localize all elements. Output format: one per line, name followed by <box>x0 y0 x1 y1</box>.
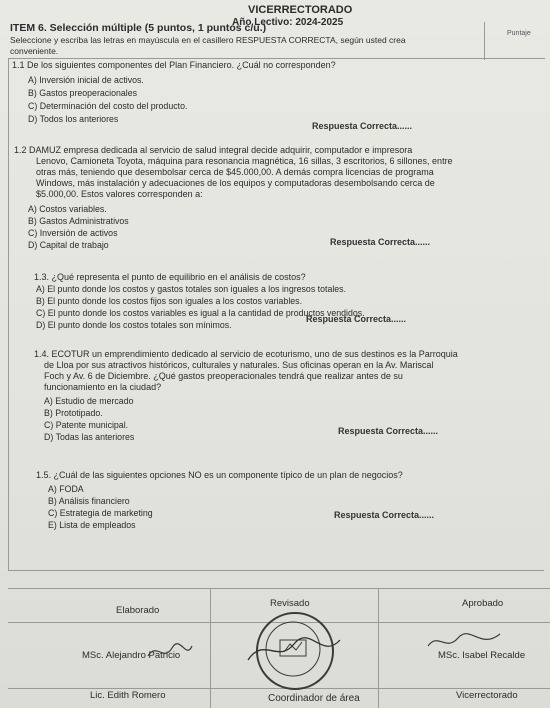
question-2-option-a: A) Costos variables. <box>28 204 107 214</box>
question-4-option-b: B) Prototipado. <box>44 408 103 418</box>
question-5-option-c: C) Estrategia de marketing <box>48 508 153 518</box>
question-5-option-a: A) FODA <box>48 484 84 494</box>
score-label: Puntaje <box>507 30 531 37</box>
question-1-text: 1.1 De los siguientes componentes del Plan Financiero. ¿Cuál no corresponden? <box>12 60 336 70</box>
question-4-option-d: D) Todas las anteriores <box>44 432 135 442</box>
signature-aprobado-role: Vicerrectorado <box>456 690 518 701</box>
signature-elaborado-label: Elaborado <box>116 605 160 616</box>
question-2-line-3: otras más, teniendo que desembolsar cerca de $45.000,00. A demás compra licencias de programa <box>36 167 434 177</box>
question-2-line-5: $5.000,00. Estos valores corresponden a: <box>36 189 203 199</box>
question-3-text: 1.3. ¿Qué representa el punto de equilibrio en el análisis de costos? <box>34 272 306 282</box>
question-5-text: 1.5. ¿Cuál de las siguientes opciones NO es un componente típico de un plan de negocios? <box>36 470 403 480</box>
question-4-option-c: C) Patente municipal. <box>44 420 129 430</box>
question-4-line-1: 1.4. ECOTUR un emprendimiento dedicado al servicio de ecoturismo, uno de sus destinos es la Parroquia <box>34 349 458 359</box>
school-year: Año Lectivo: 2024-2025 <box>232 17 344 28</box>
signature-aprobado-name: MSc. Isabel Recalde <box>438 650 526 661</box>
question-1-option-a: A) Inversión inicial de activos. <box>28 75 144 85</box>
question-4-line-2: de Lloa por sus atractivos históricos, culturales y naturales. Sus oficinas operan en la Av. Mariscal <box>44 360 434 370</box>
question-5-option-e: E) Lista de empleados <box>48 520 136 530</box>
question-1-option-b: B) Gastos preoperacionales <box>28 88 138 98</box>
question-2-option-b: B) Gastos Administrativos <box>28 216 129 226</box>
signature-top-rule <box>8 588 550 589</box>
signature-revisado-label: Revisado <box>270 598 310 609</box>
question-3-option-b: B) El punto donde los costos fijos son iguales a los costos variables. <box>36 296 303 306</box>
handwritten-signature-revisado <box>244 630 344 670</box>
signature-elaborado-name-1: MSc. Alejandro Patricio <box>82 650 181 661</box>
question-4-line-4: funcionamiento en la ciudad? <box>44 382 162 392</box>
signature-elaborado-name-2: Lic. Edith Romero <box>90 690 166 701</box>
signature-divider-1 <box>210 588 211 708</box>
question-5-answer-box[interactable]: Respuesta Correcta...... <box>334 510 435 520</box>
handwritten-signature-elaborado <box>146 640 194 664</box>
signature-aprobado-label: Aprobado <box>462 598 504 609</box>
section-title: ITEM 6. Selección múltiple (5 puntos, 1 puntos c/u.) <box>10 22 267 34</box>
question-4-option-a: A) Estudio de mercado <box>44 396 134 406</box>
instructions-line-1: Seleccione y escriba las letras en mayúscula en el casillero RESPUESTA CORRECTA, según usted crea <box>10 35 406 45</box>
question-2-answer-box[interactable]: Respuesta Correcta...... <box>330 237 431 247</box>
score-box <box>484 22 545 60</box>
question-4-line-3: Foch y Av. 6 de Diciembre. ¿Qué gastos preoperacionales tendrá que realizar antes de su <box>44 371 403 381</box>
signature-divider-2 <box>378 588 379 708</box>
question-1-option-c: C) Determinación del costo del producto. <box>28 101 188 111</box>
header-vicerrectorado: VICERRECTORADO <box>248 4 353 16</box>
signature-revisado-role: Coordinador de área <box>268 693 360 704</box>
question-1-option-d: D) Todos los anteriores <box>28 114 119 124</box>
question-3-option-a: A) El punto donde los costos y gastos totales son iguales a los ingresos totales. <box>36 284 347 294</box>
frame-bottom-rule <box>8 570 544 571</box>
question-3-option-c: C) El punto donde los costos variables es igual a la cantidad de productos vendidos. <box>36 308 365 318</box>
question-2-line-1: 1.2 DAMUZ empresa dedicada al servicio de salud integral decide adquirir, computador e impresora <box>14 145 413 155</box>
question-5-option-b: B) Análisis financiero <box>48 496 130 506</box>
question-2-option-d: D) Capital de trabajo <box>28 240 109 250</box>
signature-mid-rule <box>8 688 550 689</box>
question-1-answer-box[interactable]: Respuesta Correcta...... <box>312 121 413 131</box>
question-3-option-d: D) El punto donde los costos totales son mínimos. <box>36 320 232 330</box>
question-2-option-c: C) Inversión de activos <box>28 228 118 238</box>
question-2-line-2: Lenovo, Camioneta Toyota, máquina para resonancia magnética, 16 sillas, 3 escritorios, 6 sillones, entre <box>36 156 453 166</box>
question-2-line-4: Windows, más instalación y adecuaciones de los equipos y computadoras desembolsando cerca de <box>36 178 435 188</box>
question-3-answer-box[interactable]: Respuesta Correcta...... <box>306 314 407 324</box>
instructions-line-2: conveniente. <box>10 46 59 56</box>
question-4-answer-box[interactable]: Respuesta Correcta...... <box>338 426 439 436</box>
